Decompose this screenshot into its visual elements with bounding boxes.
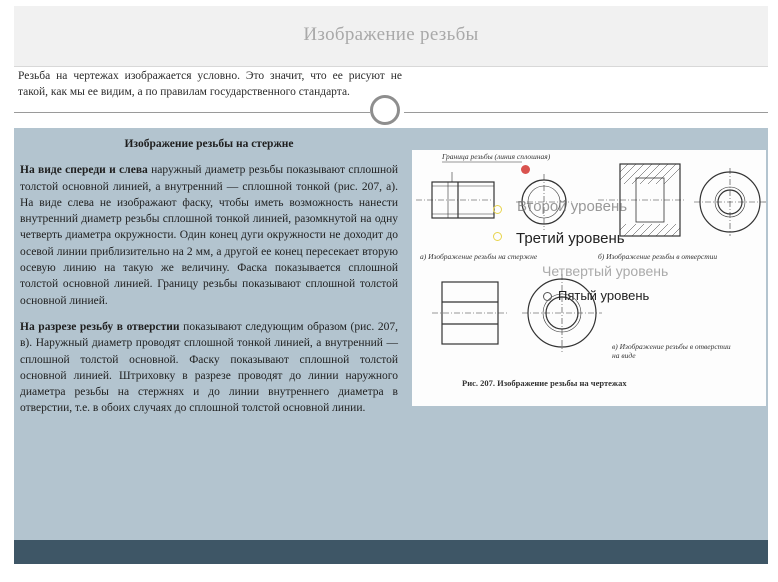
paragraph-2-body: показывают следующим образом (рис. 207, в). Наружный диаметр проводят сплошной тонкой линией, а внутренний — сплошной толстой основной. Фаску показывают сплошной толстой основной линией. Штриховку в разрезе проводят до линии наружного диаметра резьбы на стержнях и до линии внутреннего диаметра в отверстии, т.е. в обоих случаях до сплошной толстой основной линии. xyxy=(20,320,398,415)
paragraph-2 xyxy=(20,319,398,417)
bullet-circle-icon xyxy=(493,205,502,214)
text-panel xyxy=(14,128,404,540)
paragraph-1-lead: На виде спереди и слева xyxy=(20,164,148,177)
figure-caption-b: б) Изображение резьбы в отверстии xyxy=(598,252,718,261)
paragraph-1 xyxy=(20,162,398,309)
level-2-text: Второй уровень xyxy=(517,198,628,215)
bullet-circle-icon xyxy=(543,292,552,301)
ring-ornament-icon xyxy=(370,95,400,125)
figure-top-label: Граница резьбы (линия сплошная) xyxy=(442,152,551,161)
level-3-text: Третий уровень xyxy=(516,230,625,247)
subheading: Изображение резьбы на стержне xyxy=(124,138,294,150)
divider-left xyxy=(14,112,370,113)
divider-right xyxy=(404,112,768,113)
title-bar xyxy=(14,6,768,67)
footer-band xyxy=(14,540,768,564)
level-4-text: Четвертый уровень xyxy=(542,263,669,279)
figure-caption-c: в) Изображение резьбы в отверстии на виде xyxy=(612,342,731,360)
red-bullet-icon xyxy=(521,165,530,174)
intro-text: Резьба на чертежах изображается условно. Это значит, что ее рисуют не такой, как мы ее видим, а по правилам государственного стандарта. xyxy=(18,70,402,98)
figure-caption-a: а) Изображение резьбы на стержне xyxy=(420,252,538,261)
paragraph-1-body: наружный диаметр резьбы показывают сплошной толстой основной линией, а внутренний — сплошной тонкой (рис. 207, а). На виде слева не изображают фаску, чтобы иметь возможность нанести внутренний диаметр резьбы сплошной тонкой линией, разомкнутой на одну четверть диаметра окружности. Один конец дуги окружности не доходит до осевой линии приблизительно на 2 мм, а другой ее конец пересекает вторую осевую линию на такую же величину. Фаска показывается сплошной толстой основной линией. Границу резьбы показывают сплошной толстой основной линией. xyxy=(20,164,398,307)
paragraph-2-lead: На разрезе резьбу в отверстии xyxy=(20,320,180,333)
slide-title: Изображение резьбы xyxy=(303,24,479,45)
figure-caption: Рис. 207. Изображение резьбы на чертежах xyxy=(462,378,627,388)
body-text xyxy=(20,136,398,427)
bullet-circle-icon xyxy=(493,232,502,241)
level-5-text: Пятый уровень xyxy=(558,288,650,303)
